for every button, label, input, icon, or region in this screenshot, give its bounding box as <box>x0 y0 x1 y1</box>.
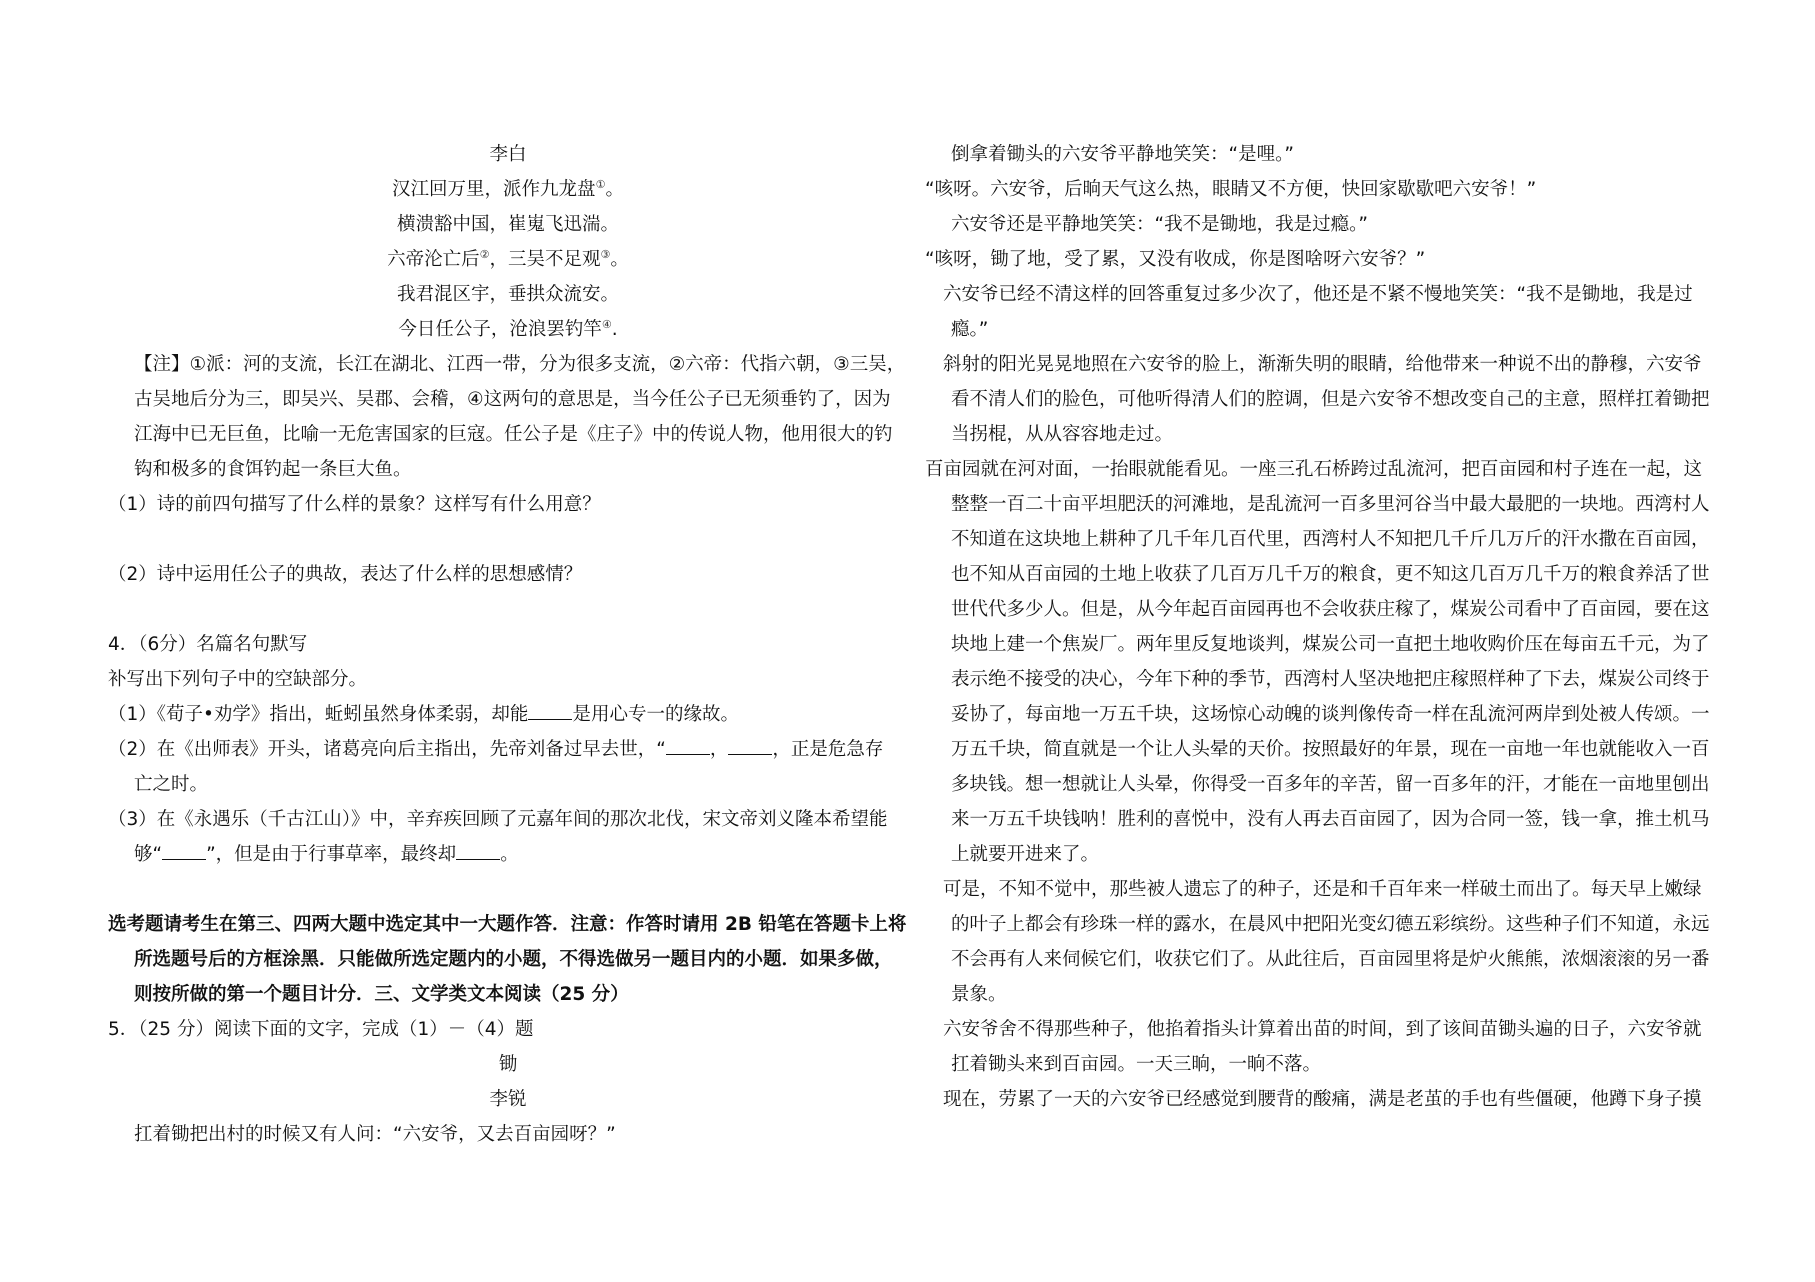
story-line: 六安爷舍不得那些种子，他掐着指头计算着出苗的时间，到了该间苗锄头遍的日子，六安爷就 <box>943 1019 1702 1040</box>
story-line: 整整一百二十亩平坦肥沃的河滩地，是乱流河一百多里河谷当中最大最肥的一块地。西湾村人 <box>951 494 1710 515</box>
question-3-2: （2）诗中运用任公子的典故，表达了什么样的思想感情？ <box>108 564 583 585</box>
poem-line-text: 横溃豁中国，崔嵬飞迅湍。 <box>396 214 619 235</box>
story-line: 六安爷还是平静地笑笑：“我不是锄地，我是过瘾。” <box>951 214 1368 235</box>
fill-blank[interactable] <box>456 841 500 860</box>
question-4-item-3: （3）在《永遇乐（千古江山）》中，辛弃疾回顾了元嘉年间的那次北伐，宋文帝刘义隆本希望能 <box>108 809 888 830</box>
story-line: 斜射的阳光晃晃地照在六安爷的脸上，渐渐失明的眼睛，给他带来一种说不出的静穆，六安爷 <box>943 354 1702 375</box>
elective-instruction: 则按所做的第一个题目计分．三、文学类文本阅读（25 分） <box>134 984 629 1005</box>
story-line: 瘾。” <box>951 319 989 340</box>
poem-note: 古吴地后分为三，即吴兴、吴郡、会稽，④这两句的意思是，当今任公子已无须垂钓了，因为 <box>134 389 891 410</box>
item-text: 是用心专一的缘故。 <box>572 704 739 725</box>
story-author: 李锐 <box>489 1089 527 1110</box>
poem-line <box>108 207 908 242</box>
story-line: 表示绝不接受的决心，今年下种的季节，西湾村人坚决地把庄稼照样种了下去，煤炭公司终于 <box>951 669 1710 690</box>
item-text: 够“ <box>134 844 163 865</box>
poem-line-tail: . <box>611 319 618 340</box>
fill-blank[interactable] <box>728 736 772 755</box>
story-line: 倒拿着锄头的六安爷平静地笑笑：“是哩。” <box>951 144 1294 165</box>
item-text: （1）《荀子•劝学》指出，蚯蚓虽然身体柔弱，却能 <box>108 704 529 725</box>
story-line: 也不知从百亩园的土地上收获了几百万几千万的粮食，更不知这几百万几千万的粮食养活了世 <box>951 564 1710 585</box>
section-spacer <box>108 872 908 907</box>
poem-line <box>108 312 908 347</box>
fill-blank[interactable] <box>528 701 572 720</box>
poem-line-text: 我君混区宇，垂拱众流安。 <box>396 284 619 305</box>
item-text: ，正是危急存 <box>772 739 884 760</box>
story-line: 妥协了，每亩地一万五千块，这场惊心动魄的谈判像传奇一样在乱流河两岸到处被人传颂。一 <box>951 704 1710 725</box>
question-5-title: 5．（25 分）阅读下面的文字，完成（1）－（4）题 <box>108 1019 534 1040</box>
story-line: 不知道在这块地上耕种了几千年几百代里，西湾村人不知把几千斤几万斤的汗水撒在百亩园， <box>951 529 1710 550</box>
poem-note: 江海中已无巨鱼，比喻一无危害国家的巨寇。任公子是《庄子》中的传说人物，他用很大的钓 <box>134 424 893 445</box>
elective-instruction: 所选题号后的方框涂黑．只能做所选定题内的小题，不得选做另一题目内的小题．如果多做， <box>134 949 893 970</box>
story-title: 锄 <box>498 1054 518 1075</box>
story-line: 景象。 <box>951 984 1007 1005</box>
story-line: “咳呀，锄了地，受了累，又没有收成，你是图啥呀六安爷？” <box>925 249 1426 270</box>
poem-author: 李白 <box>489 144 527 165</box>
story-line: 不会再有人来伺候它们，收获它们了。从此往后，百亩园里将是炉火熊熊，浓烟滚滚的另一番 <box>951 949 1710 970</box>
story-line: 上就要开进来了。 <box>951 844 1100 865</box>
item-text: 。 <box>500 844 519 865</box>
story-line: 六安爷已经不清这样的回答重复过多少次了，他还是不紧不慢地笑笑：“我不是锄地，我是过 <box>943 284 1693 305</box>
story-line: 扛着锄头来到百亩园。一天三晌，一晌不落。 <box>951 1054 1322 1075</box>
footnote-marker: ③ <box>600 247 611 261</box>
story-paragraph: 扛着锄把出村的时候又有人问：“六安爷，又去百亩园呀？” <box>134 1124 616 1145</box>
poem-line <box>108 242 908 277</box>
footnote-marker: ① <box>595 177 606 191</box>
question-4-item-3-cont <box>108 837 908 872</box>
left-column <box>108 137 908 1152</box>
footnote-marker: ② <box>479 247 490 261</box>
poem-line <box>108 172 908 207</box>
story-line: 世代代多少人。但是，从今年起百亩园再也不会收获庄稼了，煤炭公司看中了百亩园，要在这 <box>951 599 1710 620</box>
question-4-title: 4．（6分）名篇名句默写 <box>108 634 308 655</box>
footnote-marker: ④ <box>601 317 612 331</box>
answer-space <box>108 592 908 627</box>
poem-line-tail: 。 <box>605 179 624 200</box>
fill-blank[interactable] <box>162 841 206 860</box>
poem-line <box>108 277 908 312</box>
question-4-item-2-cont: 亡之时。 <box>134 774 209 795</box>
story-line: 来一万五千块钱呐！胜利的喜悦中，没有人再去百亩园了，因为合同一签，钱一拿，推土机马 <box>951 809 1710 830</box>
question-3-1: （1）诗的前四句描写了什么样的景象？这样写有什么用意？ <box>108 494 601 515</box>
poem-line-text: 六帝沦亡后 <box>387 249 480 270</box>
answer-space <box>108 522 908 557</box>
item-text: ”，但是由于行事草率，最终却 <box>206 844 457 865</box>
poem-line-tail: ，三吴不足观 <box>489 249 601 270</box>
story-line: 现在，劳累了一天的六安爷已经感觉到腰背的酸痛，满是老茧的手也有些僵硬，他蹲下身子摸 <box>943 1089 1702 1110</box>
elective-instruction: 选考题请考生在第三、四两大题中选定其中一大题作答．注意：作答时请用 2B 铅笔在答题卡上将 <box>108 914 907 935</box>
story-line: 当拐棍，从从容容地走过。 <box>951 424 1174 445</box>
story-line: 百亩园就在河对面，一抬眼就能看见。一座三孔石桥跨过乱流河，把百亩园和村子连在一起，这 <box>925 459 1703 480</box>
story-line: 块地上建一个焦炭厂。两年里反复地谈判，煤炭公司一直把土地收购价压在每亩五千元，为了 <box>951 634 1710 655</box>
story-line: 多块钱。想一想就让人头晕，你得受一百多年的辛苦，留一百多年的汗，才能在一亩地里刨出 <box>951 774 1710 795</box>
story-line: “咳呀。六安爷，后晌天气这么热，眼睛又不方便，快回家歇歇吧六安爷！” <box>925 179 1537 200</box>
story-line: 的叶子上都会有珍珠一样的露水，在晨风中把阳光变幻德五彩缤纷。这些种子们不知道，永远 <box>951 914 1710 935</box>
story-line: 万五千块，简直就是一个让人头晕的天价。按照最好的年景，现在一亩地一年也就能收入一百 <box>951 739 1710 760</box>
poem-note: 【注】①派：河的支流，长江在湖北、江西一带，分为很多支流，②六帝：代指六朝，③三吴， <box>134 354 906 375</box>
story-line: 看不清人们的脸色，可他听得清人们的腔调，但是六安爷不想改变自己的主意，照样扛着锄把 <box>951 389 1710 410</box>
question-4-intro: 补写出下列句子中的空缺部分。 <box>108 669 368 690</box>
item-text: （2）在《出师表》开头，诸葛亮向后主指出，先帝刘备过早去世，“ <box>108 739 666 760</box>
question-4-item-1 <box>108 697 908 732</box>
question-4-item-2 <box>108 732 908 767</box>
right-column <box>925 137 1717 1117</box>
poem-note: 钩和极多的食饵钓起一条巨大鱼。 <box>134 459 412 480</box>
fill-blank[interactable] <box>666 736 710 755</box>
poem-line-tail: 。 <box>610 249 629 270</box>
poem-line-text: 汉江回万里，派作九龙盘 <box>392 179 596 200</box>
item-text: ， <box>709 739 729 760</box>
poem-line-text: 今日任公子，沧浪罢钓竿 <box>398 319 602 340</box>
story-line: 可是，不知不觉中，那些被人遗忘了的种子，还是和千百年来一样破土而出了。每天早上嫩绿 <box>943 879 1702 900</box>
